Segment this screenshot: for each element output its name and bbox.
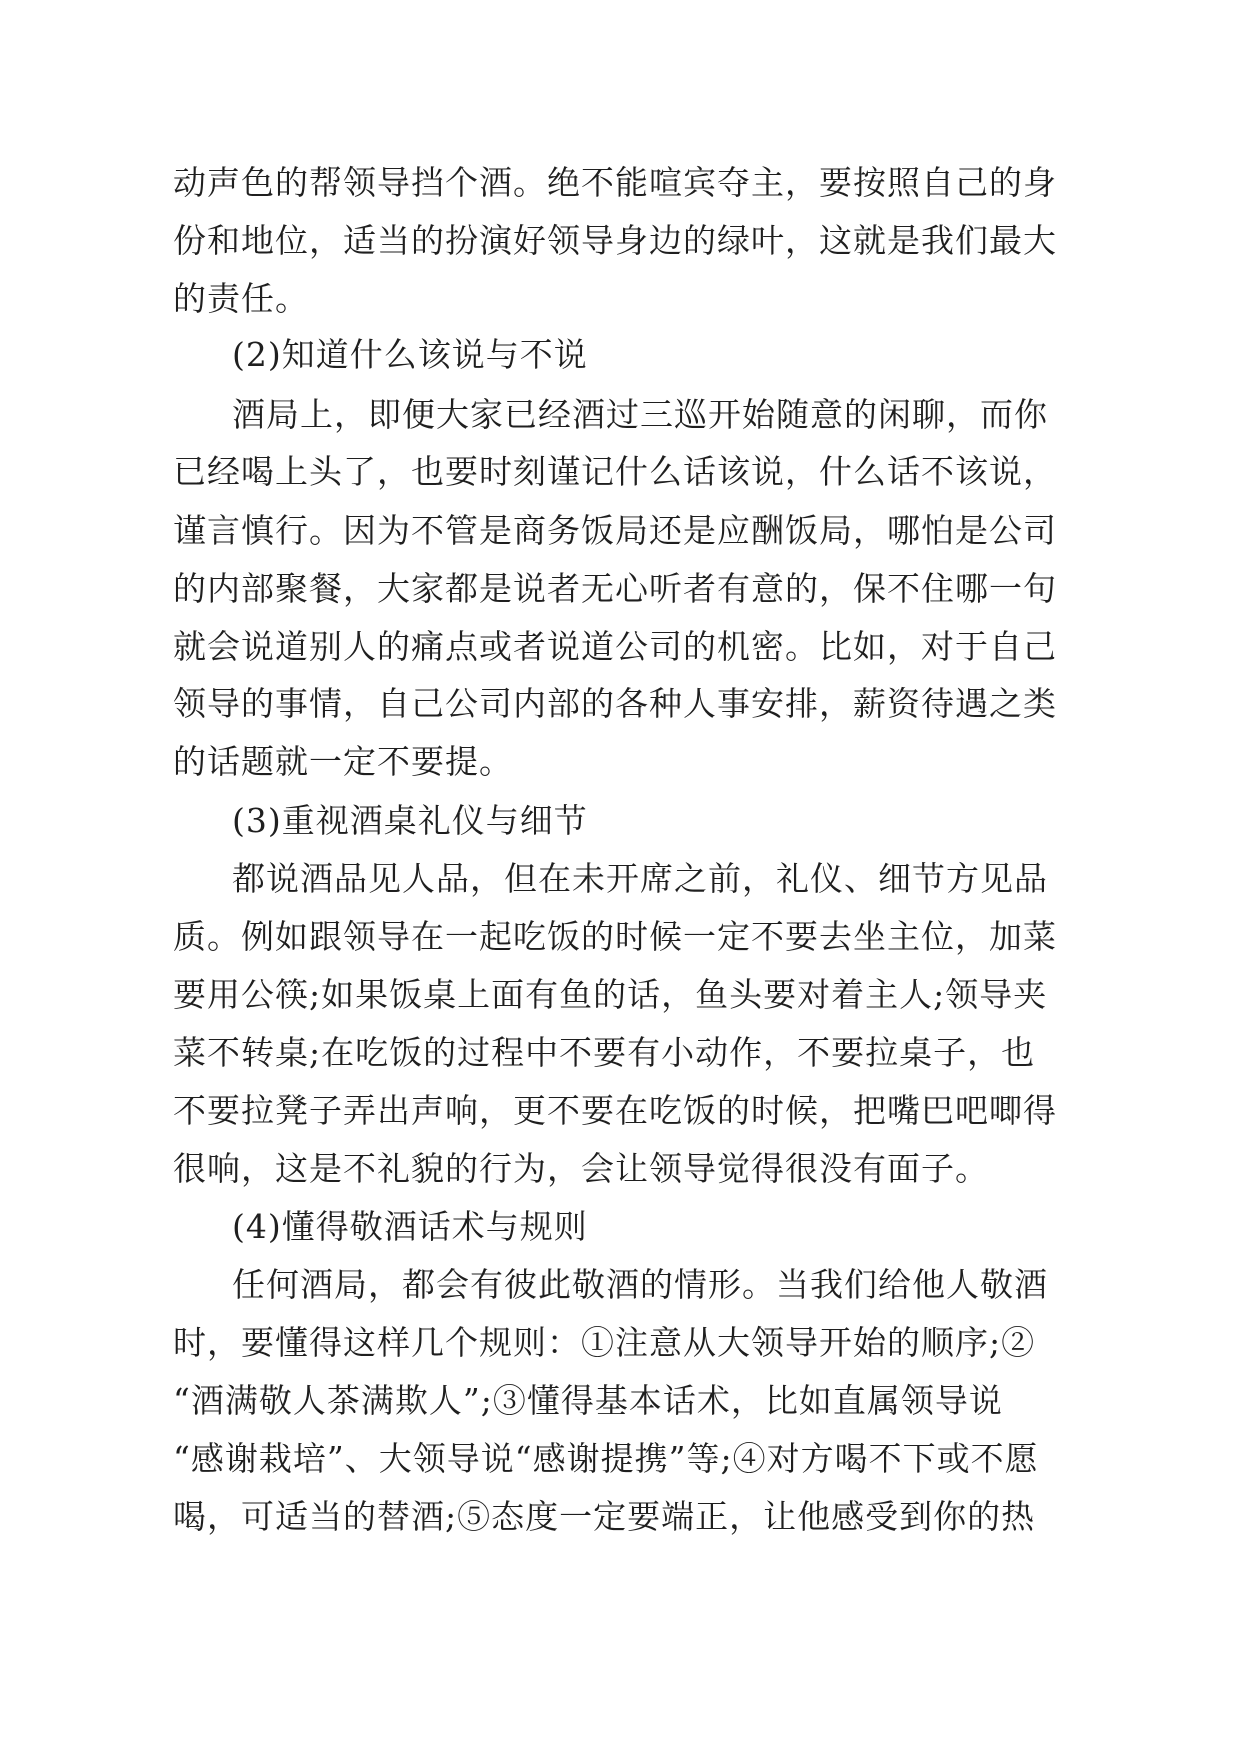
paragraph-line: 动声色的帮领导挡个酒。绝不能喧宾夺主，要按照自己的身 <box>173 163 1057 202</box>
paragraph-line: 不要拉凳子弄出声响，更不要在吃饭的时候，把嘴巴吧唧得 <box>173 1091 1057 1130</box>
paragraph-line: 领导的事情，自己公司内部的各种人事安排，薪资待遇之类 <box>173 684 1057 723</box>
paragraph-line: 酒局上，即便大家已经酒过三巡开始随意的闲聊，而你 <box>232 395 1048 434</box>
paragraph-line: 的责任。 <box>173 279 309 318</box>
section-heading: (2)知道什么该说与不说 <box>232 335 588 374</box>
paragraph-line: 的话题就一定不要提。 <box>173 742 513 781</box>
paragraph-line: 喝，可适当的替酒;⑤态度一定要端正，让他感受到你的热 <box>173 1497 1036 1536</box>
paragraph-line: 菜不转桌;在吃饭的过程中不要有小动作，不要拉桌子，也 <box>173 1033 1036 1072</box>
paragraph-line: 份和地位，适当的扮演好领导身边的绿叶，这就是我们最大 <box>173 221 1057 260</box>
paragraph-line: 已经喝上头了，也要时刻谨记什么话该说，什么话不该说， <box>173 452 1057 491</box>
paragraph-line: 质。例如跟领导在一起吃饭的时候一定不要去坐主位，加菜 <box>173 917 1057 956</box>
paragraph-line: 要用公筷;如果饭桌上面有鱼的话，鱼头要对着主人;领导夹 <box>173 975 1048 1014</box>
paragraph-line: “酒满敬人茶满欺人”;③懂得基本话术，比如直属领导说 <box>173 1381 1003 1420</box>
paragraph-line: 谨言慎行。因为不管是商务饭局还是应酬饭局，哪怕是公司 <box>173 511 1057 550</box>
paragraph-line: “感谢栽培”、大领导说“感谢提携”等;④对方喝不下或不愿 <box>173 1439 1039 1478</box>
paragraph-line: 任何酒局，都会有彼此敬酒的情形。当我们给他人敬酒 <box>232 1265 1048 1304</box>
paragraph-line: 时，要懂得这样几个规则：①注意从大领导开始的顺序;② <box>173 1323 1036 1362</box>
paragraph-line: 的内部聚餐，大家都是说者无心听者有意的，保不住哪一句 <box>173 569 1057 608</box>
section-heading: (4)懂得敬酒话术与规则 <box>232 1207 588 1246</box>
paragraph-line: 就会说道别人的痛点或者说道公司的机密。比如，对于自己 <box>173 627 1057 666</box>
paragraph-line: 都说酒品见人品，但在未开席之前，礼仪、细节方见品 <box>232 859 1048 898</box>
section-heading: (3)重视酒桌礼仪与细节 <box>232 801 588 840</box>
paragraph-line: 很响，这是不礼貌的行为，会让领导觉得很没有面子。 <box>173 1149 989 1188</box>
